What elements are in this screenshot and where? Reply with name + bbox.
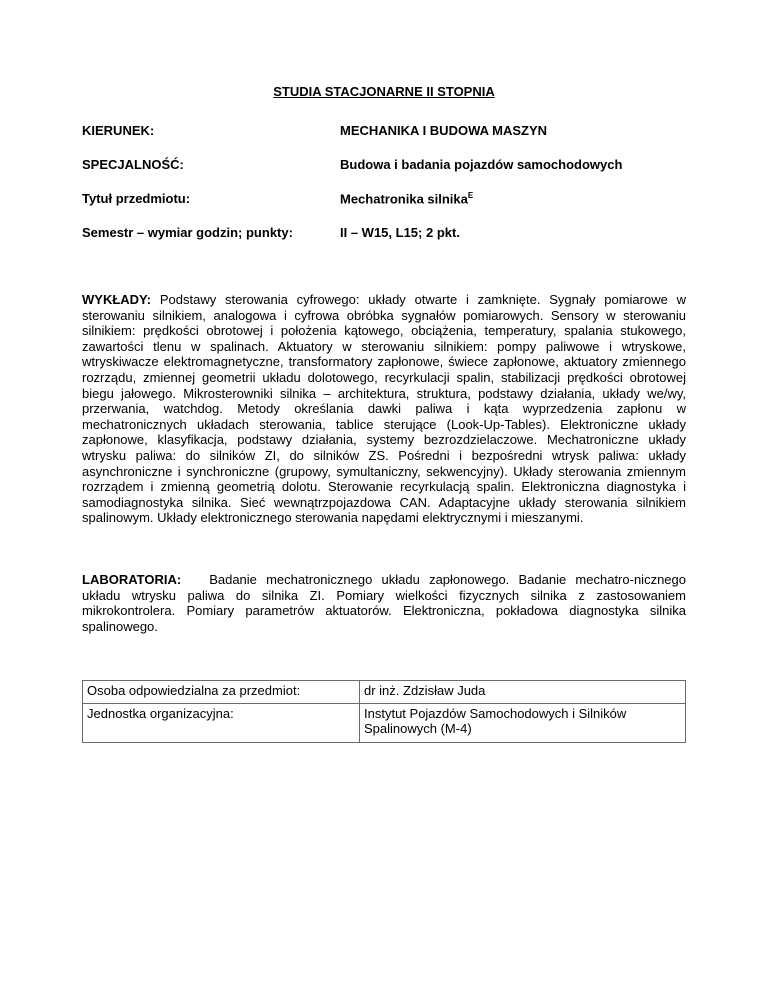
page-title: STUDIA STACJONARNE II STOPNIA <box>273 84 495 99</box>
labs-heading: LABORATORIA: <box>82 572 182 587</box>
lectures-heading: WYKŁADY: <box>82 292 152 307</box>
responsibility-table <box>82 680 686 743</box>
course-metadata <box>82 116 692 252</box>
tytul-label: Tytuł przedmiotu: <box>82 191 191 206</box>
semestr-label: Semestr – wymiar godzin; punkty: <box>82 225 293 240</box>
semestr-value: II – W15, L15; 2 pkt. <box>340 225 460 240</box>
meta-row-tytul <box>82 184 692 218</box>
tytul-superscript: E <box>467 191 474 200</box>
tytul-value-wrapper <box>340 191 473 206</box>
responsible-person-value: dr inż. Zdzisław Juda <box>360 681 686 704</box>
labs-paragraph <box>82 572 686 634</box>
lectures-text: Podstawy sterowania cyfrowego: układy otwarte i zamknięte. Sygnały pomiarowe w sterowaniu silnikiem, analogowa i cyfrowa obróbka sygnałów pomiarowych. Sensory w sterowaniu silnikiem: prędkości obrotowej i położenia kątowego, obciążenia, temperatury, spalania stukowego, zawartości tlenu w spalinach. Aktuatory w sterowaniu silnikiem: pompy paliwowe i wtryskowe, wtryskiwacze elektromagnetyczne, transformatory zapłonowe, świece zapłonowe, aktuatory zmiennego rozrządu, zmiennej geometrii układu dolotowego, recyrkulacji spalin, stabilizacji prędkości obrotowej biegu jałowego. Mikrosterowniki silnika – architektura, struktura, podstawy działania, układy we/wy, przerwania, watchdog. Metody określania dawki paliwa i kąta wyprzedzenia zapłonu w mechatronicznych układach sterowania, tablice sterujące (Look-Up-Tables). Elektroniczne układy zapłonowe, klasyfikacja, podstawy działania, systemy bezrozdzielaczowe. Mechatroniczne układy wtrysku paliwa: do silników ZI, do silników ZS. Pośredni i bezpośredni wtrysk paliwa: układy asynchroniczne i synchroniczne (grupowy, symultaniczny, sekwencyjny). Układy sterowania zmiennym rozrządem i zmienną geometrią dolotu. Sterowanie recyrkulacją spalin. Elektroniczna diagnostyka i samodiagnostyka silnika. Sieć wewnątrzpojazdowa CAN. Adaptacyjne układy sterowania silnikiem spalinowym. Układy elektronicznego sterowania napędami elektrycznymi i mieszanymi. <box>82 292 686 526</box>
kierunek-label: KIERUNEK: <box>82 123 155 138</box>
organizational-unit-value: Instytut Pojazdów Samochodowych i Silników Spalinowych (M-4) <box>360 704 686 743</box>
responsible-person-label: Osoba odpowiedzialna za przedmiot: <box>83 681 360 704</box>
specjalnosc-value: Budowa i badania pojazdów samochodowych <box>340 157 623 172</box>
meta-row-specjalnosc <box>82 150 692 184</box>
organizational-unit-label: Jednostka organizacyjna: <box>83 704 360 743</box>
kierunek-value: MECHANIKA I BUDOWA MASZYN <box>340 123 548 138</box>
specjalnosc-label: SPECJALNOŚĆ: <box>82 157 184 172</box>
labs-text: Badanie mechatronicznego układu zapłonowego. Badanie mechatro-nicznego układu wtrysku paliwa do silnika ZI. Pomiary wielkości fizycznych silnika z zastosowaniem mikrokontrolera. Pomiary parametrów aktuatorów. Elektroniczna, pokładowa diagnostyka silnika spalinowego. <box>82 572 686 634</box>
table-row <box>83 681 686 704</box>
lectures-paragraph <box>82 292 686 526</box>
meta-row-semestr <box>82 218 692 252</box>
tytul-value: Mechatronika silnika <box>340 191 468 207</box>
table-row <box>83 704 686 743</box>
meta-row-kierunek <box>82 116 692 150</box>
